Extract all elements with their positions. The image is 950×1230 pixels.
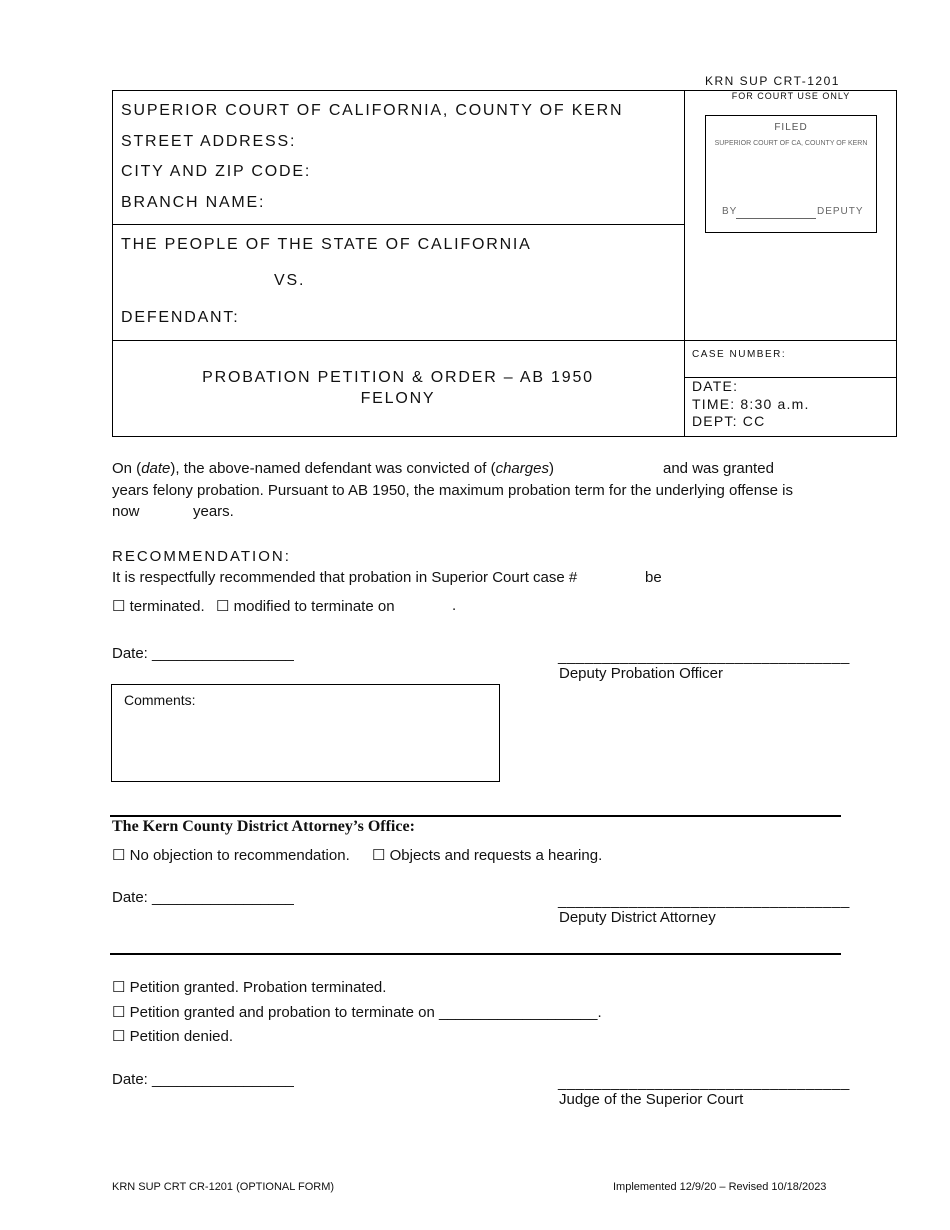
da-title: Deputy District Attorney <box>559 909 716 926</box>
form-number: KRN SUP CRT-1201 <box>705 74 840 88</box>
petition-granted-terminate-checkbox[interactable]: ☐ Petition granted and probation to terminate on ___________________. <box>112 1004 602 1021</box>
no-objection-checkbox[interactable]: ☐ No objection to recommendation. <box>112 847 350 864</box>
da-date-field[interactable]: Date: _________________ <box>112 889 294 906</box>
charges-word: charges <box>495 460 549 477</box>
court-name: SUPERIOR COURT OF CALIFORNIA, COUNTY OF KERN <box>121 102 624 119</box>
objects-checkbox[interactable]: ☐ Objects and requests a hearing. <box>372 847 603 864</box>
court-use-only-label: FOR COURT USE ONLY <box>731 91 851 101</box>
form-subtitle: FELONY <box>360 390 436 407</box>
filed-label: FILED <box>774 122 808 133</box>
footer-revision: Implemented 12/9/20 – Revised 10/18/2023 <box>613 1181 827 1193</box>
probation-officer-title: Deputy Probation Officer <box>559 665 723 682</box>
versus: VS. <box>274 272 306 289</box>
conviction-line-2: years felony probation. Pursuant to AB 1950, the maximum probation term for the underlying offense is <box>112 482 793 499</box>
charges-close: ) <box>548 460 554 477</box>
city-zip-label: CITY AND ZIP CODE: <box>121 163 312 180</box>
petition-granted-checkbox[interactable]: ☐ Petition granted. Probation terminated. <box>112 979 387 996</box>
order-section-rule <box>110 953 841 955</box>
by-label: BY <box>722 206 738 217</box>
judge-signature-line[interactable]: _________________________________ <box>558 1074 850 1091</box>
caption-divider-title <box>112 340 897 341</box>
probation-signature-line[interactable]: _________________________________ <box>558 648 850 665</box>
now-text: now <box>112 503 140 520</box>
granted-text: and was granted <box>663 460 774 477</box>
branch-name-label: BRANCH NAME: <box>121 194 266 211</box>
deputy-label: DEPUTY <box>817 206 864 217</box>
judge-title: Judge of the Superior Court <box>559 1091 744 1108</box>
recommendation-be: be <box>645 569 662 586</box>
date-word: date <box>141 460 171 477</box>
petition-denied-checkbox[interactable]: ☐ Petition denied. <box>112 1028 234 1045</box>
modified-period: . <box>452 597 457 614</box>
probation-date-field[interactable]: Date: _________________ <box>112 645 294 662</box>
conviction-line-1 <box>112 460 554 477</box>
footer-form-id: KRN SUP CRT CR-1201 (OPTIONAL FORM) <box>112 1181 335 1193</box>
judge-date-field[interactable]: Date: _________________ <box>112 1071 294 1088</box>
case-number-label: CASE NUMBER: <box>692 349 787 360</box>
hearing-date-label: DATE: <box>692 378 739 394</box>
conviction-text: ), the above-named defendant was convicted of ( <box>170 460 496 477</box>
comments-label: Comments: <box>124 692 196 708</box>
form-title: PROBATION PETITION & ORDER – AB 1950 <box>202 369 594 386</box>
da-heading: The Kern County District Attorney’s Office: <box>112 818 415 835</box>
hearing-time: TIME: 8:30 a.m. <box>692 396 810 412</box>
party-plaintiff: THE PEOPLE OF THE STATE OF CALIFORNIA <box>121 236 532 253</box>
conviction-on: On ( <box>112 460 142 477</box>
da-signature-line[interactable]: _________________________________ <box>558 892 850 909</box>
da-section-rule <box>110 815 841 817</box>
terminated-checkbox[interactable]: ☐ terminated. <box>112 598 205 615</box>
recommendation-text: It is respectfully recommended that probation in Superior Court case # <box>112 569 578 586</box>
caption-divider-vertical <box>684 90 685 437</box>
modified-checkbox[interactable]: ☐ modified to terminate on <box>216 598 395 615</box>
caption-divider-court <box>112 224 684 225</box>
filed-court-label: SUPERIOR COURT OF CA, COUNTY OF KERN <box>714 140 868 147</box>
recommendation-heading: RECOMMENDATION: <box>112 548 291 565</box>
hearing-dept: DEPT: CC <box>692 413 766 429</box>
by-signature-line <box>736 218 816 219</box>
street-address-label: STREET ADDRESS: <box>121 133 297 150</box>
defendant-label: DEFENDANT: <box>121 309 240 326</box>
years-text: years. <box>193 503 234 520</box>
